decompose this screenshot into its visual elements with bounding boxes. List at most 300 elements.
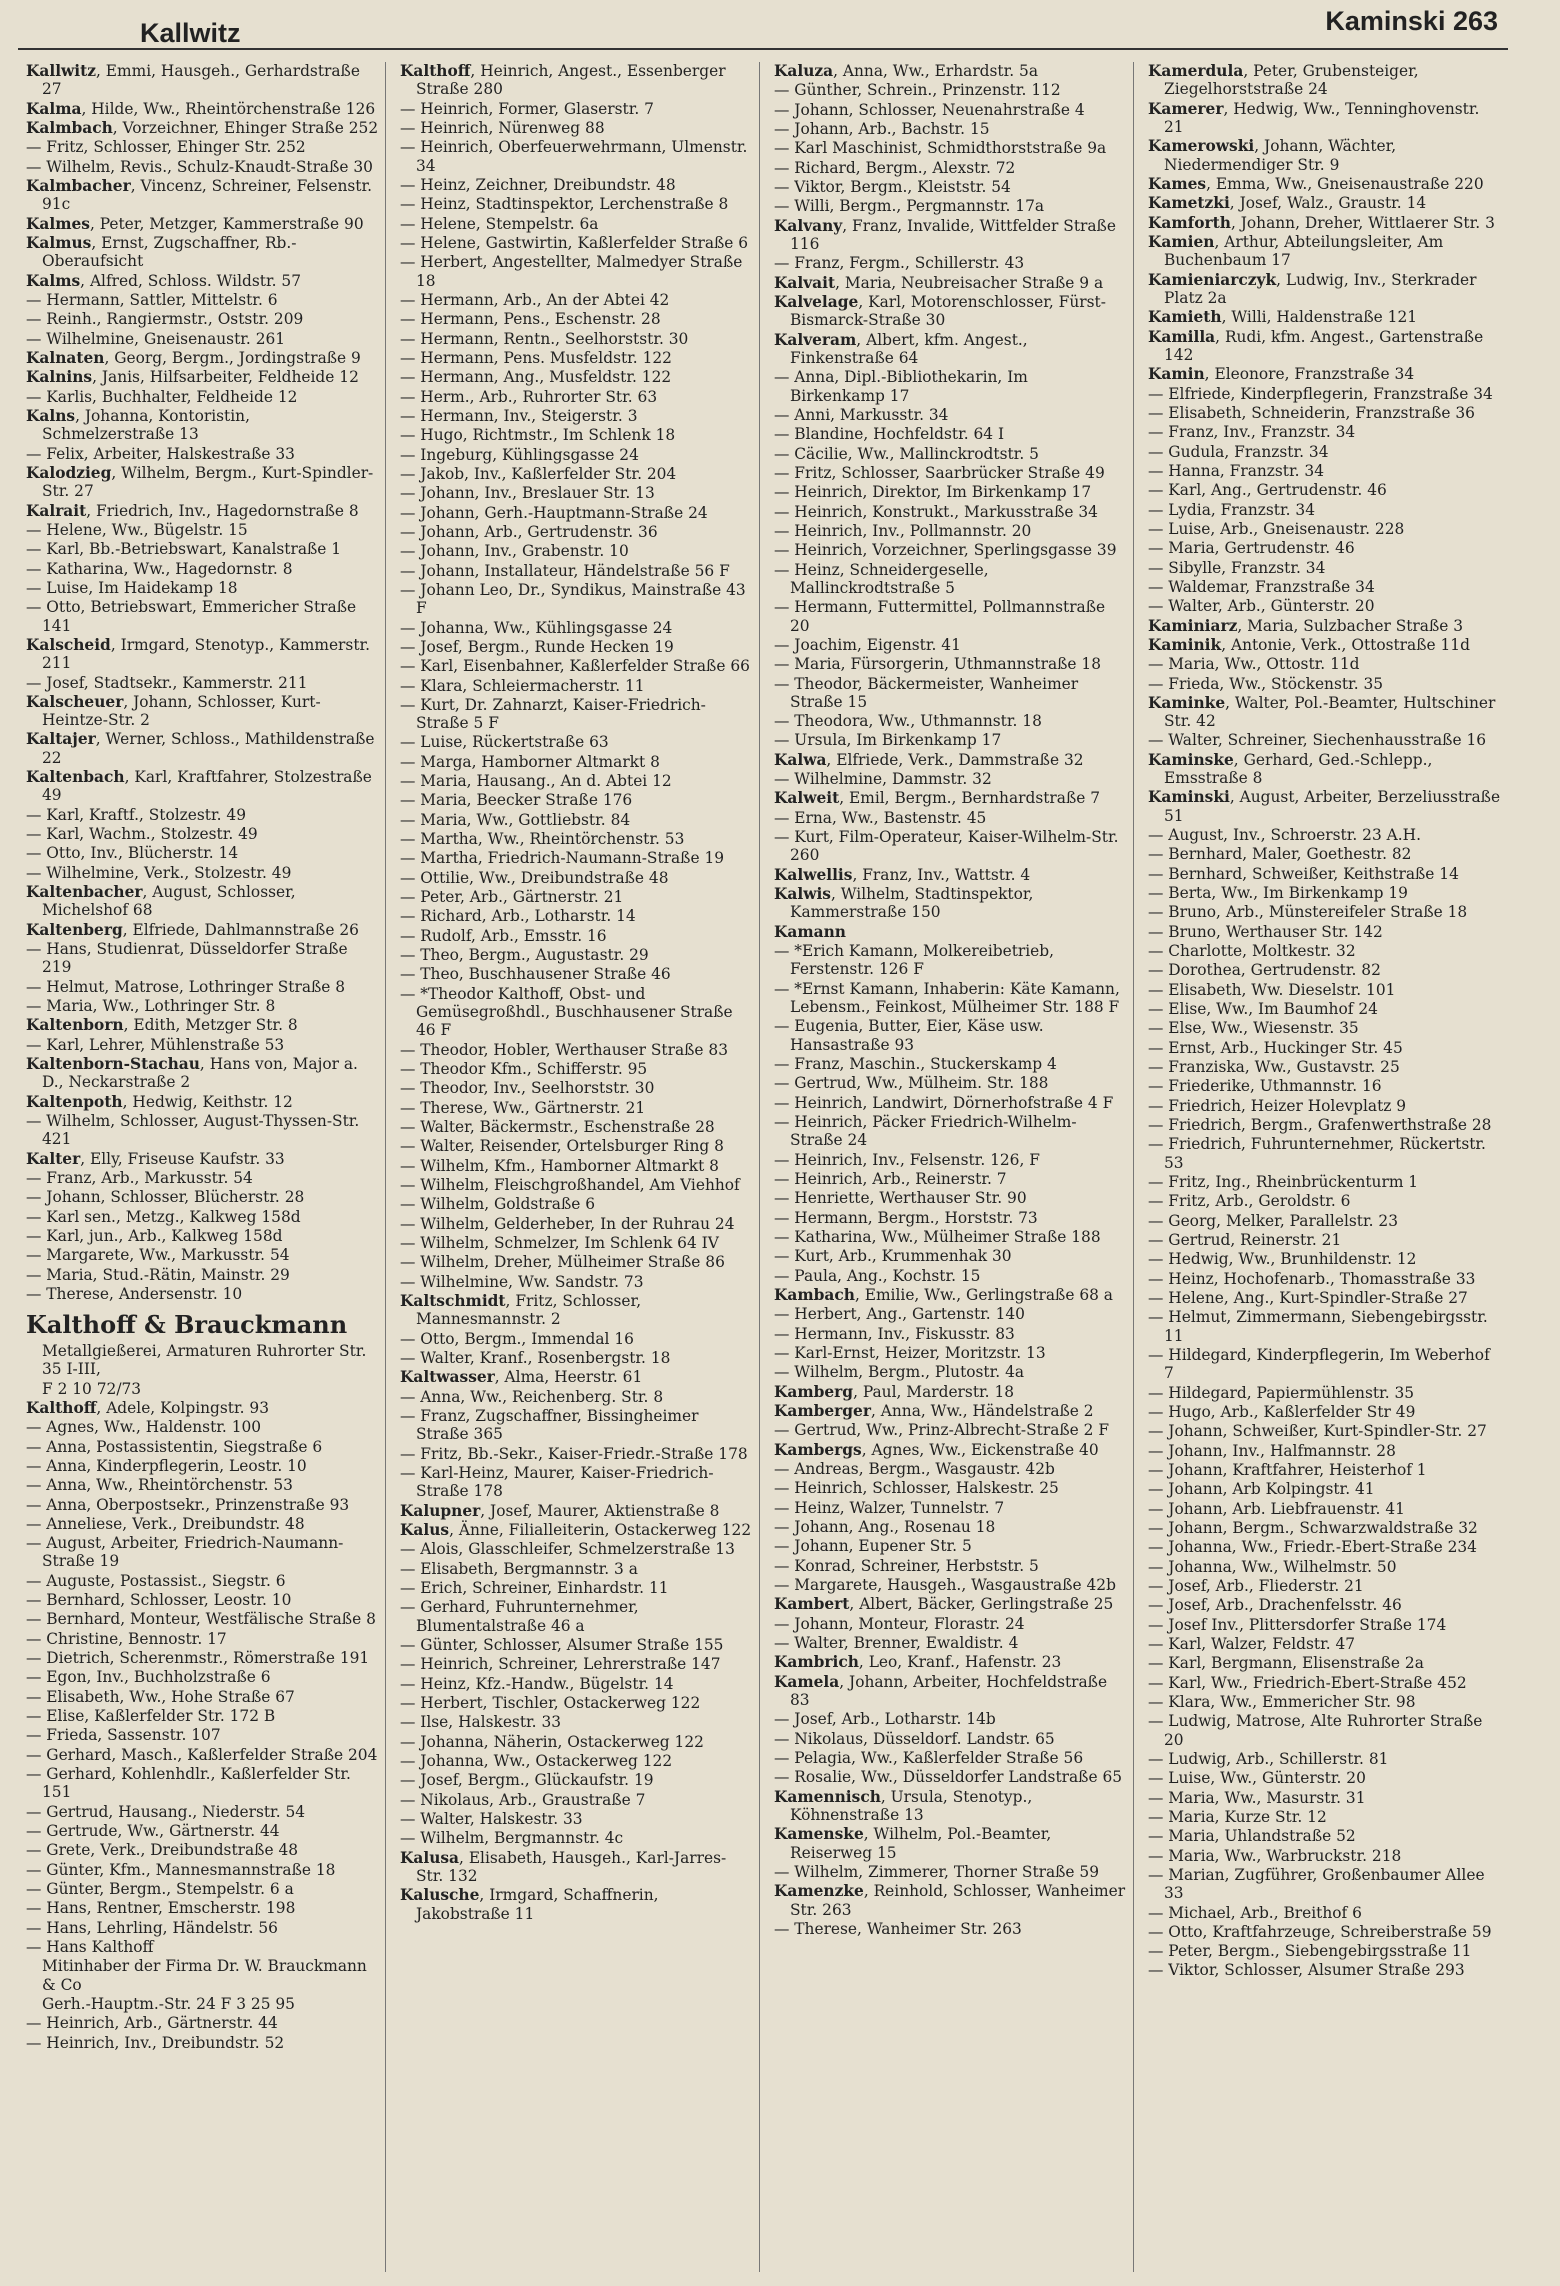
directory-entry	[400, 677, 753, 695]
entry-details: , Hans von, Major a. D., Neckarstraße 2	[42, 1055, 358, 1092]
entry-details: — Wilhelm, Zimmerer, Thorner Straße 59	[774, 1862, 1100, 1881]
directory-entry	[774, 1653, 1127, 1671]
directory-entry	[400, 985, 753, 1040]
directory-entry	[1148, 1097, 1502, 1115]
entry-details: — Helmut, Matrose, Lothringer Straße 8	[26, 977, 346, 996]
entry-details: — *Erich Kamann, Molkereibetrieb, Ferstenstr. 126 F	[774, 942, 1055, 979]
directory-entry	[1148, 1480, 1502, 1498]
directory-entry	[26, 119, 379, 137]
directory-entry	[774, 1421, 1127, 1439]
firm-detail-line: Mitinhaber der Firma Dr. W. Brauckmann & Co	[42, 1957, 367, 1994]
directory-entry	[774, 197, 1127, 215]
surname: Kametzki	[1148, 194, 1230, 213]
entry-details: — August, Arbeiter, Friedrich-Naumann-Straße 19	[26, 1534, 344, 1571]
directory-entry	[400, 1791, 753, 1809]
entry-details: — Theodora, Ww., Uthmannstr. 18	[774, 712, 1042, 731]
directory-entry	[774, 1286, 1127, 1304]
surname: Kalma	[26, 99, 82, 118]
directory-entry	[1148, 942, 1502, 960]
directory-entry	[774, 178, 1127, 196]
entry-details: — Herm., Arb., Ruhrorter Str. 63	[400, 387, 658, 406]
directory-entry	[26, 636, 379, 673]
entry-details: — Karlis, Buchhalter, Feldheide 12	[26, 387, 298, 406]
directory-entry	[26, 234, 379, 271]
entry-details: — Johann, Bergm., Schwarzwaldstraße 32	[1148, 1518, 1478, 1537]
entry-details: — Gerhard, Fuhrunternehmer, Blumentalstraße 46 a	[400, 1598, 639, 1635]
directory-entry	[26, 1610, 379, 1628]
entry-details: — Erna, Ww., Bastenstr. 45	[774, 808, 987, 827]
directory-entry	[26, 62, 379, 99]
directory-entry	[400, 504, 753, 522]
surname: Kamerdula	[1148, 62, 1244, 80]
entry-details: — Margarete, Hausgeh., Wasgaustraße 42b	[774, 1575, 1116, 1594]
directory-entry	[774, 1305, 1127, 1323]
directory-entry	[774, 731, 1127, 749]
directory-entry	[1148, 731, 1502, 749]
entry-details: — Heinrich, Vorzeichner, Sperlingsgasse 39	[774, 541, 1117, 560]
directory-entry	[774, 1402, 1127, 1420]
entry-details: — Karl, Ang., Gertrudenstr. 46	[1148, 481, 1387, 500]
directory-entry	[400, 562, 753, 580]
entry-details: — Ludwig, Matrose, Alte Ruhrorter Straße 20	[1148, 1712, 1483, 1749]
directory-entry	[26, 464, 379, 501]
directory-entry	[400, 291, 753, 309]
surname: Kaminski	[1148, 788, 1230, 807]
entry-details: — Ingeburg, Kühlingsgasse 24	[400, 445, 639, 464]
entry-details: — Karl, Walzer, Feldstr. 47	[1148, 1634, 1356, 1653]
directory-entry	[400, 1041, 753, 1059]
entry-details: , Wilhelm, Pol.-Beamter, Reiserweg 15	[790, 1825, 1052, 1862]
entry-details: — Georg, Melker, Parallelstr. 23	[1148, 1211, 1398, 1230]
entry-details: — Franz, Zugschaffner, Bissingheimer Straße 365	[400, 1406, 699, 1444]
entry-details: — Johann, Eupener Str. 5	[774, 1537, 972, 1556]
directory-entry	[400, 1675, 753, 1693]
entry-details: — Klara, Ww., Emmericher Str. 98	[1148, 1692, 1416, 1711]
directory-entry	[1148, 1000, 1502, 1018]
directory-entry	[774, 1228, 1127, 1246]
entry-details: , Anna, Ww., Erhardstr. 5a	[833, 62, 1039, 80]
directory-entry	[774, 1499, 1127, 1517]
surname: Kalwellis	[774, 865, 853, 884]
entry-details: , Emil, Bergm., Bernhardstraße 7	[839, 789, 1101, 808]
entry-details: — Johanna, Näherin, Ostackerweg 122	[400, 1732, 704, 1751]
directory-entry	[400, 1829, 753, 1847]
entry-details: , Anna, Ww., Händelstraße 2	[870, 1401, 1094, 1420]
directory-entry	[774, 503, 1127, 521]
directory-entry	[774, 712, 1127, 730]
entry-details: — Kurt, Film-Operateur, Kaiser-Wilhelm-Str. 260	[774, 828, 1119, 865]
entry-details: — Elise, Kaßlerfelder Str. 172 B	[26, 1707, 276, 1726]
directory-entry	[26, 1438, 379, 1456]
directory-entry	[774, 483, 1127, 501]
directory-entry	[1148, 423, 1502, 441]
entry-details: — Wilhelmine, Verk., Stolzestr. 49	[26, 863, 292, 882]
surname: Kalvelage	[774, 292, 859, 311]
surname: Kaminke	[1148, 693, 1226, 712]
entry-details: — Fritz, Bb.-Sekr., Kaiser-Friedr.-Straße 178	[400, 1444, 748, 1463]
surname: Kalodzieg	[26, 463, 112, 482]
entry-details: — Josef, Arb., Lotharstr. 14b	[774, 1710, 996, 1729]
entry-details: — Walter, Kranf., Rosenbergstr. 18	[400, 1348, 671, 1367]
directory-entry	[26, 921, 379, 939]
surname: Kalvany	[774, 216, 843, 235]
surname: Kamenske	[774, 1825, 864, 1844]
entry-details: , Ludwig, Inv., Sterkrader Platz 2a	[1164, 270, 1477, 307]
directory-entry	[1148, 923, 1502, 941]
entry-details: , Vincenz, Schreiner, Felsenstr. 91c	[42, 176, 373, 214]
directory-entry	[1148, 520, 1502, 538]
entry-details: — Heinz, Zeichner, Dreibundstr. 48	[400, 175, 676, 194]
surname: Kamennisch	[774, 1787, 881, 1806]
directory-entry	[1148, 1346, 1502, 1383]
entry-details: — Elise, Ww., Im Baumhof 24	[1148, 1000, 1378, 1019]
surname: Kamberger	[774, 1401, 871, 1420]
directory-entry	[400, 753, 753, 771]
entry-details: — Josef, Arb., Fliederstr. 21	[1148, 1576, 1364, 1595]
entry-details: , Eleonore, Franzstraße 34	[1204, 365, 1415, 384]
directory-entry	[400, 638, 753, 656]
firm-detail-line: F 2 10 72/73	[42, 1379, 142, 1398]
surname: Kamenzke	[774, 1882, 864, 1901]
entry-details: — Wilhelm, Kfm., Hamborner Altmarkt 8	[400, 1156, 719, 1175]
surname: Kamerowski	[1148, 137, 1255, 156]
directory-entry	[400, 1733, 753, 1751]
entry-details: , Johann, Dreher, Wittlaerer Str. 3	[1230, 213, 1495, 232]
entry-details: — Heinz, Walzer, Tunnelstr. 7	[774, 1498, 1005, 1517]
surname: Kaminik	[1148, 635, 1222, 654]
directory-entry	[400, 195, 753, 213]
directory-entry	[1148, 675, 1502, 693]
surname: Kaluza	[774, 62, 834, 80]
entry-details: — Karl Maschinist, Schmidthorststraße 9a	[774, 139, 1107, 158]
directory-entry	[1148, 1500, 1502, 1518]
entry-details: — Katharina, Ww., Mülheimer Straße 188	[774, 1228, 1101, 1247]
directory-entry	[400, 1560, 753, 1578]
directory-entry	[1148, 443, 1502, 461]
entry-details: — Anna, Dipl.-Bibliothekarin, Im Birkenkamp 17	[774, 368, 1028, 405]
directory-entry	[774, 464, 1127, 482]
entry-details: — Michael, Arb., Breithof 6	[1148, 1903, 1362, 1922]
surname: Kamieth	[1148, 308, 1222, 327]
entry-details: — Maria, Ww., Gottliebstr. 84	[400, 810, 631, 829]
entry-details: — Fritz, Arb., Geroldstr. 6	[1148, 1192, 1351, 1211]
entry-details: — Heinrich, Former, Glaserstr. 7	[400, 99, 654, 118]
directory-entry	[774, 1479, 1127, 1497]
surname: Kames	[1148, 174, 1207, 193]
directory-entry	[400, 1849, 753, 1886]
entry-details: — Maria, Ww., Warbruckstr. 218	[1148, 1846, 1402, 1865]
entry-details: — Therese, Ww., Gärtnerstr. 21	[400, 1098, 646, 1117]
surname: Kambrich	[774, 1653, 859, 1672]
directory-entry	[1148, 1693, 1502, 1711]
entry-details: — Martha, Ww., Rheintörchenstr. 53	[400, 830, 685, 849]
entry-details: — Luise, Arb., Gneisenaustr. 228	[1148, 519, 1405, 538]
surname: Kalnins	[26, 368, 93, 387]
surname: Kalupner	[400, 1501, 481, 1520]
firm-detail-line: Metallgießerei, Armaturen Ruhrorter Str. 35 I-III,	[42, 1341, 367, 1379]
directory-entry	[26, 1457, 379, 1475]
directory-entry	[774, 923, 1127, 941]
entry-details: — Wilhelm, Bergm., Plutostr. 4a	[774, 1363, 1025, 1382]
directory-entry	[400, 1234, 753, 1252]
entry-details: — Helene, Ww., Bügelstr. 15	[26, 520, 248, 539]
entry-details: — Maria, Stud.-Rätin, Mainstr. 29	[26, 1265, 290, 1284]
entry-details: — Frieda, Ww., Stöckenstr. 35	[1148, 674, 1384, 693]
entry-details: — Ernst, Arb., Huckinger Str. 45	[1148, 1038, 1403, 1057]
entry-details: — Peter, Arb., Gärtnerstr. 21	[400, 888, 624, 907]
directory-entry	[26, 1765, 379, 1802]
entry-details: — Anna, Kinderpflegerin, Leostr. 10	[26, 1456, 307, 1475]
directory-entry	[1148, 617, 1502, 635]
directory-entry	[400, 1407, 753, 1444]
directory-entry	[1148, 1422, 1502, 1440]
entry-details: — Richard, Bergm., Alexstr. 72	[774, 158, 1016, 177]
entry-details: — Johann, Monteur, Florastr. 24	[774, 1614, 1025, 1633]
entry-details: — Maria, Uhlandstraße 52	[1148, 1827, 1356, 1846]
directory-entry	[774, 1170, 1127, 1188]
directory-entry	[400, 1694, 753, 1712]
directory-entry	[26, 1938, 379, 1956]
entry-details: — Marian, Zugführer, Großenbaumer Allee 33	[1148, 1865, 1485, 1903]
firm-heading: Kalthoff & Brauckmann	[26, 1310, 348, 1340]
surname: Kalscheuer	[26, 692, 124, 711]
directory-entry	[26, 1093, 379, 1111]
entry-details: — Berta, Ww., Im Birkenkamp 19	[1148, 884, 1408, 903]
entry-details: — Herbert, Angestellter, Malmedyer Straße 18	[400, 253, 743, 290]
directory-entry	[774, 655, 1127, 673]
entry-details: — Walter, Arb., Günterstr. 20	[1148, 597, 1375, 616]
entry-details: — Johann, Installateur, Händelstraße 56 F	[400, 561, 730, 580]
directory-entry	[400, 811, 753, 829]
directory-entry	[1148, 751, 1502, 788]
directory-entry	[26, 1016, 379, 1034]
directory-entry	[26, 368, 379, 386]
directory-entry	[26, 1399, 379, 1417]
entry-details: — Karl, Ww., Friedrich-Ebert-Straße 452	[1148, 1673, 1467, 1692]
entry-details: — Kurt, Arb., Krummenhak 30	[774, 1247, 1012, 1266]
surname: Kalweit	[774, 789, 840, 808]
column-2	[392, 62, 760, 2272]
directory-entry	[1148, 194, 1502, 212]
directory-entry	[774, 1267, 1127, 1285]
directory-entry	[774, 675, 1127, 712]
entry-details: — Elfriede, Kinderpflegerin, Franzstraße 34	[1148, 384, 1493, 403]
directory-entry	[26, 844, 379, 862]
entry-details: — Hanna, Franzstr. 34	[1148, 461, 1325, 480]
directory-entry	[400, 869, 753, 887]
directory-entry	[400, 215, 753, 233]
entry-details: — Wilhelm, Goldstraße 6	[400, 1195, 596, 1214]
header-left-keyword: Kallwitz	[140, 18, 241, 48]
directory-entry	[400, 1655, 753, 1673]
surname: Kalrait	[26, 501, 87, 520]
surname: Kalns	[26, 406, 76, 425]
directory-entry	[774, 1768, 1127, 1786]
directory-entry	[1148, 1635, 1502, 1653]
entry-details: , Emma, Ww., Gneisenaustraße 220	[1206, 174, 1484, 193]
entry-details: — Anneliese, Verk., Dreibundstr. 48	[26, 1514, 305, 1533]
entry-details: — Hans, Rentner, Emscherstr. 198	[26, 1899, 296, 1918]
directory-entry	[26, 883, 379, 920]
directory-entry	[26, 1726, 379, 1744]
entry-details: — Johann, Arb., Gertrudenstr. 36	[400, 522, 658, 541]
directory-entry	[1148, 1558, 1502, 1576]
directory-entry	[26, 1861, 379, 1879]
entry-details: — Walter, Halskestr. 33	[400, 1809, 583, 1828]
directory-entry	[26, 1746, 379, 1764]
entry-details: — Walter, Reisender, Ortelsburger Ring 8	[400, 1137, 724, 1156]
directory-entry	[1148, 308, 1502, 326]
surname: Kamberg	[774, 1382, 854, 1401]
entry-details: , Johann, Wächter, Niedermendiger Str. 9	[1164, 137, 1397, 174]
surname: Kalveram	[774, 330, 857, 349]
directory-entry	[774, 368, 1127, 405]
surname: Kaltschmidt	[400, 1292, 506, 1310]
entry-details: , Irmgard, Stenotyp., Kammerstr. 211	[42, 635, 371, 673]
entry-details: — Josef Inv., Plittersdorfer Straße 174	[1148, 1615, 1447, 1634]
directory-entry	[26, 1841, 379, 1859]
directory-entry	[1148, 961, 1502, 979]
entry-details: , Josef, Maurer, Aktienstraße 8	[480, 1501, 720, 1520]
directory-entry	[400, 1215, 753, 1233]
directory-entry	[774, 159, 1127, 177]
directory-entry	[1148, 636, 1502, 654]
entry-details: — Otto, Inv., Blücherstr. 14	[26, 844, 239, 863]
entry-details: — Otto, Betriebswart, Emmericher Straße 141	[26, 598, 357, 635]
directory-entry	[774, 1788, 1127, 1825]
entry-details: — Paula, Ang., Kochstr. 15	[774, 1266, 981, 1285]
entry-details: — Otto, Bergm., Immendal 16	[400, 1329, 634, 1348]
directory-entry	[26, 1285, 379, 1303]
directory-entry	[400, 965, 753, 983]
directory-entry	[1148, 1750, 1502, 1768]
surname: Kamien	[1148, 232, 1215, 251]
directory-entry	[774, 62, 1127, 80]
entry-details: — Margarete, Ww., Markusstr. 54	[26, 1246, 290, 1265]
directory-entry	[1148, 1596, 1502, 1614]
directory-entry	[26, 1707, 379, 1725]
directory-entry	[26, 1515, 379, 1533]
entry-details: — Friedrich, Fuhrunternehmer, Rückertstr. 53	[1148, 1135, 1486, 1172]
directory-entry	[400, 176, 753, 194]
entry-details: — Wilhelmine, Ww. Sandstr. 73	[400, 1272, 644, 1291]
directory-entry	[1148, 1192, 1502, 1210]
directory-entry	[774, 1074, 1127, 1092]
directory-entry	[774, 139, 1127, 157]
directory-entry	[26, 864, 379, 882]
entry-details: — Luise, Im Haidekamp 18	[26, 578, 238, 597]
directory-entry	[26, 1649, 379, 1667]
directory-entry	[774, 1730, 1127, 1748]
entry-details: — Maria, Kurze Str. 12	[1148, 1807, 1327, 1826]
entry-details: — Wilhelmine, Dammstr. 32	[774, 770, 992, 789]
entry-details: , Peter, Grubensteiger, Ziegelhorststraße 24	[1164, 62, 1419, 99]
entry-details: — Therese, Andersenstr. 10	[26, 1285, 243, 1303]
entry-details: — Anna, Oberpostsekr., Prinzenstraße 93	[26, 1495, 350, 1514]
entry-details: — Franz, Fergm., Schillerstr. 43	[774, 254, 1025, 273]
entry-details: — Bernhard, Maler, Goethestr. 82	[1148, 845, 1412, 864]
directory-entry	[26, 1266, 379, 1284]
directory-entry	[1148, 328, 1502, 365]
entry-details: — Felix, Arbeiter, Halskestraße 33	[26, 444, 295, 463]
entry-details: — Heinrich, Schreiner, Lehrerstraße 147	[400, 1655, 721, 1674]
entry-details: — Maria, Gertrudenstr. 46	[1148, 539, 1355, 558]
directory-entry	[1148, 826, 1502, 844]
directory-entry	[400, 1195, 753, 1213]
directory-entry	[400, 1099, 753, 1117]
surname: Kamerer	[1148, 99, 1224, 118]
entry-details: — Wilhelm, Bergmannstr. 4c	[400, 1829, 624, 1848]
entry-details: — Waldemar, Franzstraße 34	[1148, 577, 1375, 596]
surname: Kalmes	[26, 214, 90, 233]
directory-entry	[1148, 1577, 1502, 1595]
entry-details: — Bruno, Werthauser Str. 142	[1148, 922, 1383, 941]
surname: Kalmus	[26, 233, 92, 252]
directory-entry	[1148, 1942, 1502, 1960]
directory-entry	[400, 1521, 753, 1539]
entry-details: — Maria, Ww., Masurstr. 31	[1148, 1788, 1366, 1807]
entry-details: — Helene, Ang., Kurt-Spindler-Straße 27	[1148, 1289, 1468, 1307]
directory-entry	[774, 980, 1127, 1017]
entry-details: — Hugo, Richtmstr., Im Schlenk 18	[400, 426, 676, 445]
entry-details: — Theo, Buschhausener Straße 46	[400, 965, 671, 984]
directory-entry	[400, 927, 753, 945]
directory-entry	[26, 291, 379, 309]
directory-entry	[400, 1445, 753, 1463]
entry-details: — Wilhelm, Schmelzer, Im Schlenk 64 IV	[400, 1234, 719, 1253]
directory-entry	[774, 1189, 1127, 1207]
entry-details: — Franz, Inv., Franzstr. 34	[1148, 423, 1356, 442]
entry-details: — Gertrud, Ww., Prinz-Albrecht-Straße 2 F	[774, 1421, 1110, 1440]
directory-entry	[1148, 1173, 1502, 1191]
directory-entry	[1148, 404, 1502, 422]
entry-details: — Luise, Rückertstraße 63	[400, 733, 609, 752]
surname: Kalscheid	[26, 635, 111, 654]
entry-details: — Johann, Inv., Breslauer Str. 13	[400, 484, 655, 503]
directory-entry	[1148, 655, 1502, 673]
entry-details: — Gertrud, Hausang., Niederstr. 54	[26, 1802, 306, 1821]
entry-details: — Johanna, Ww., Ostackerweg 122	[400, 1751, 673, 1770]
directory-entry	[1148, 1789, 1502, 1807]
directory-entry	[774, 1151, 1127, 1169]
entry-details: — Wilhelm, Schlosser, August-Thyssen-Str. 421	[26, 1112, 360, 1149]
directory-entry	[1148, 1384, 1502, 1402]
entry-details: — Grete, Verk., Dreibundstraße 48	[26, 1841, 299, 1860]
entry-details: — Hildegard, Kinderpflegerin, Im Weberhof 7	[1148, 1345, 1490, 1383]
entry-details: — Erich, Schreiner, Einhardstr. 11	[400, 1578, 669, 1597]
entry-details: — Nikolaus, Arb., Graustraße 7	[400, 1790, 646, 1809]
directory-entry	[400, 888, 753, 906]
directory-entry	[1148, 100, 1502, 137]
surname: Kaminske	[1148, 750, 1234, 769]
entry-details: — Johanna, Ww., Wilhelmstr. 50	[1148, 1557, 1397, 1576]
surname: Kalmbach	[26, 118, 113, 137]
directory-entry	[400, 1886, 753, 1923]
entry-details: — Heinrich, Nürenweg 88	[400, 118, 605, 137]
directory-entry	[774, 1209, 1127, 1227]
entry-details: — Sibylle, Franzstr. 34	[1148, 558, 1326, 577]
column-4	[1140, 62, 1508, 2272]
directory-entry	[774, 1595, 1127, 1613]
entry-details: , Reinhold, Schlosser, Wanheimer Str. 263	[790, 1882, 1126, 1919]
entry-details: — Franz, Maschin., Stuckerskamp 4	[774, 1055, 1057, 1074]
directory-entry	[26, 272, 379, 290]
directory-entry	[1148, 481, 1502, 499]
surname: Kamann	[774, 922, 846, 941]
entry-details: — Therese, Wanheimer Str. 263	[774, 1919, 1022, 1938]
directory-entry	[774, 274, 1127, 292]
directory-entry	[774, 1749, 1127, 1767]
